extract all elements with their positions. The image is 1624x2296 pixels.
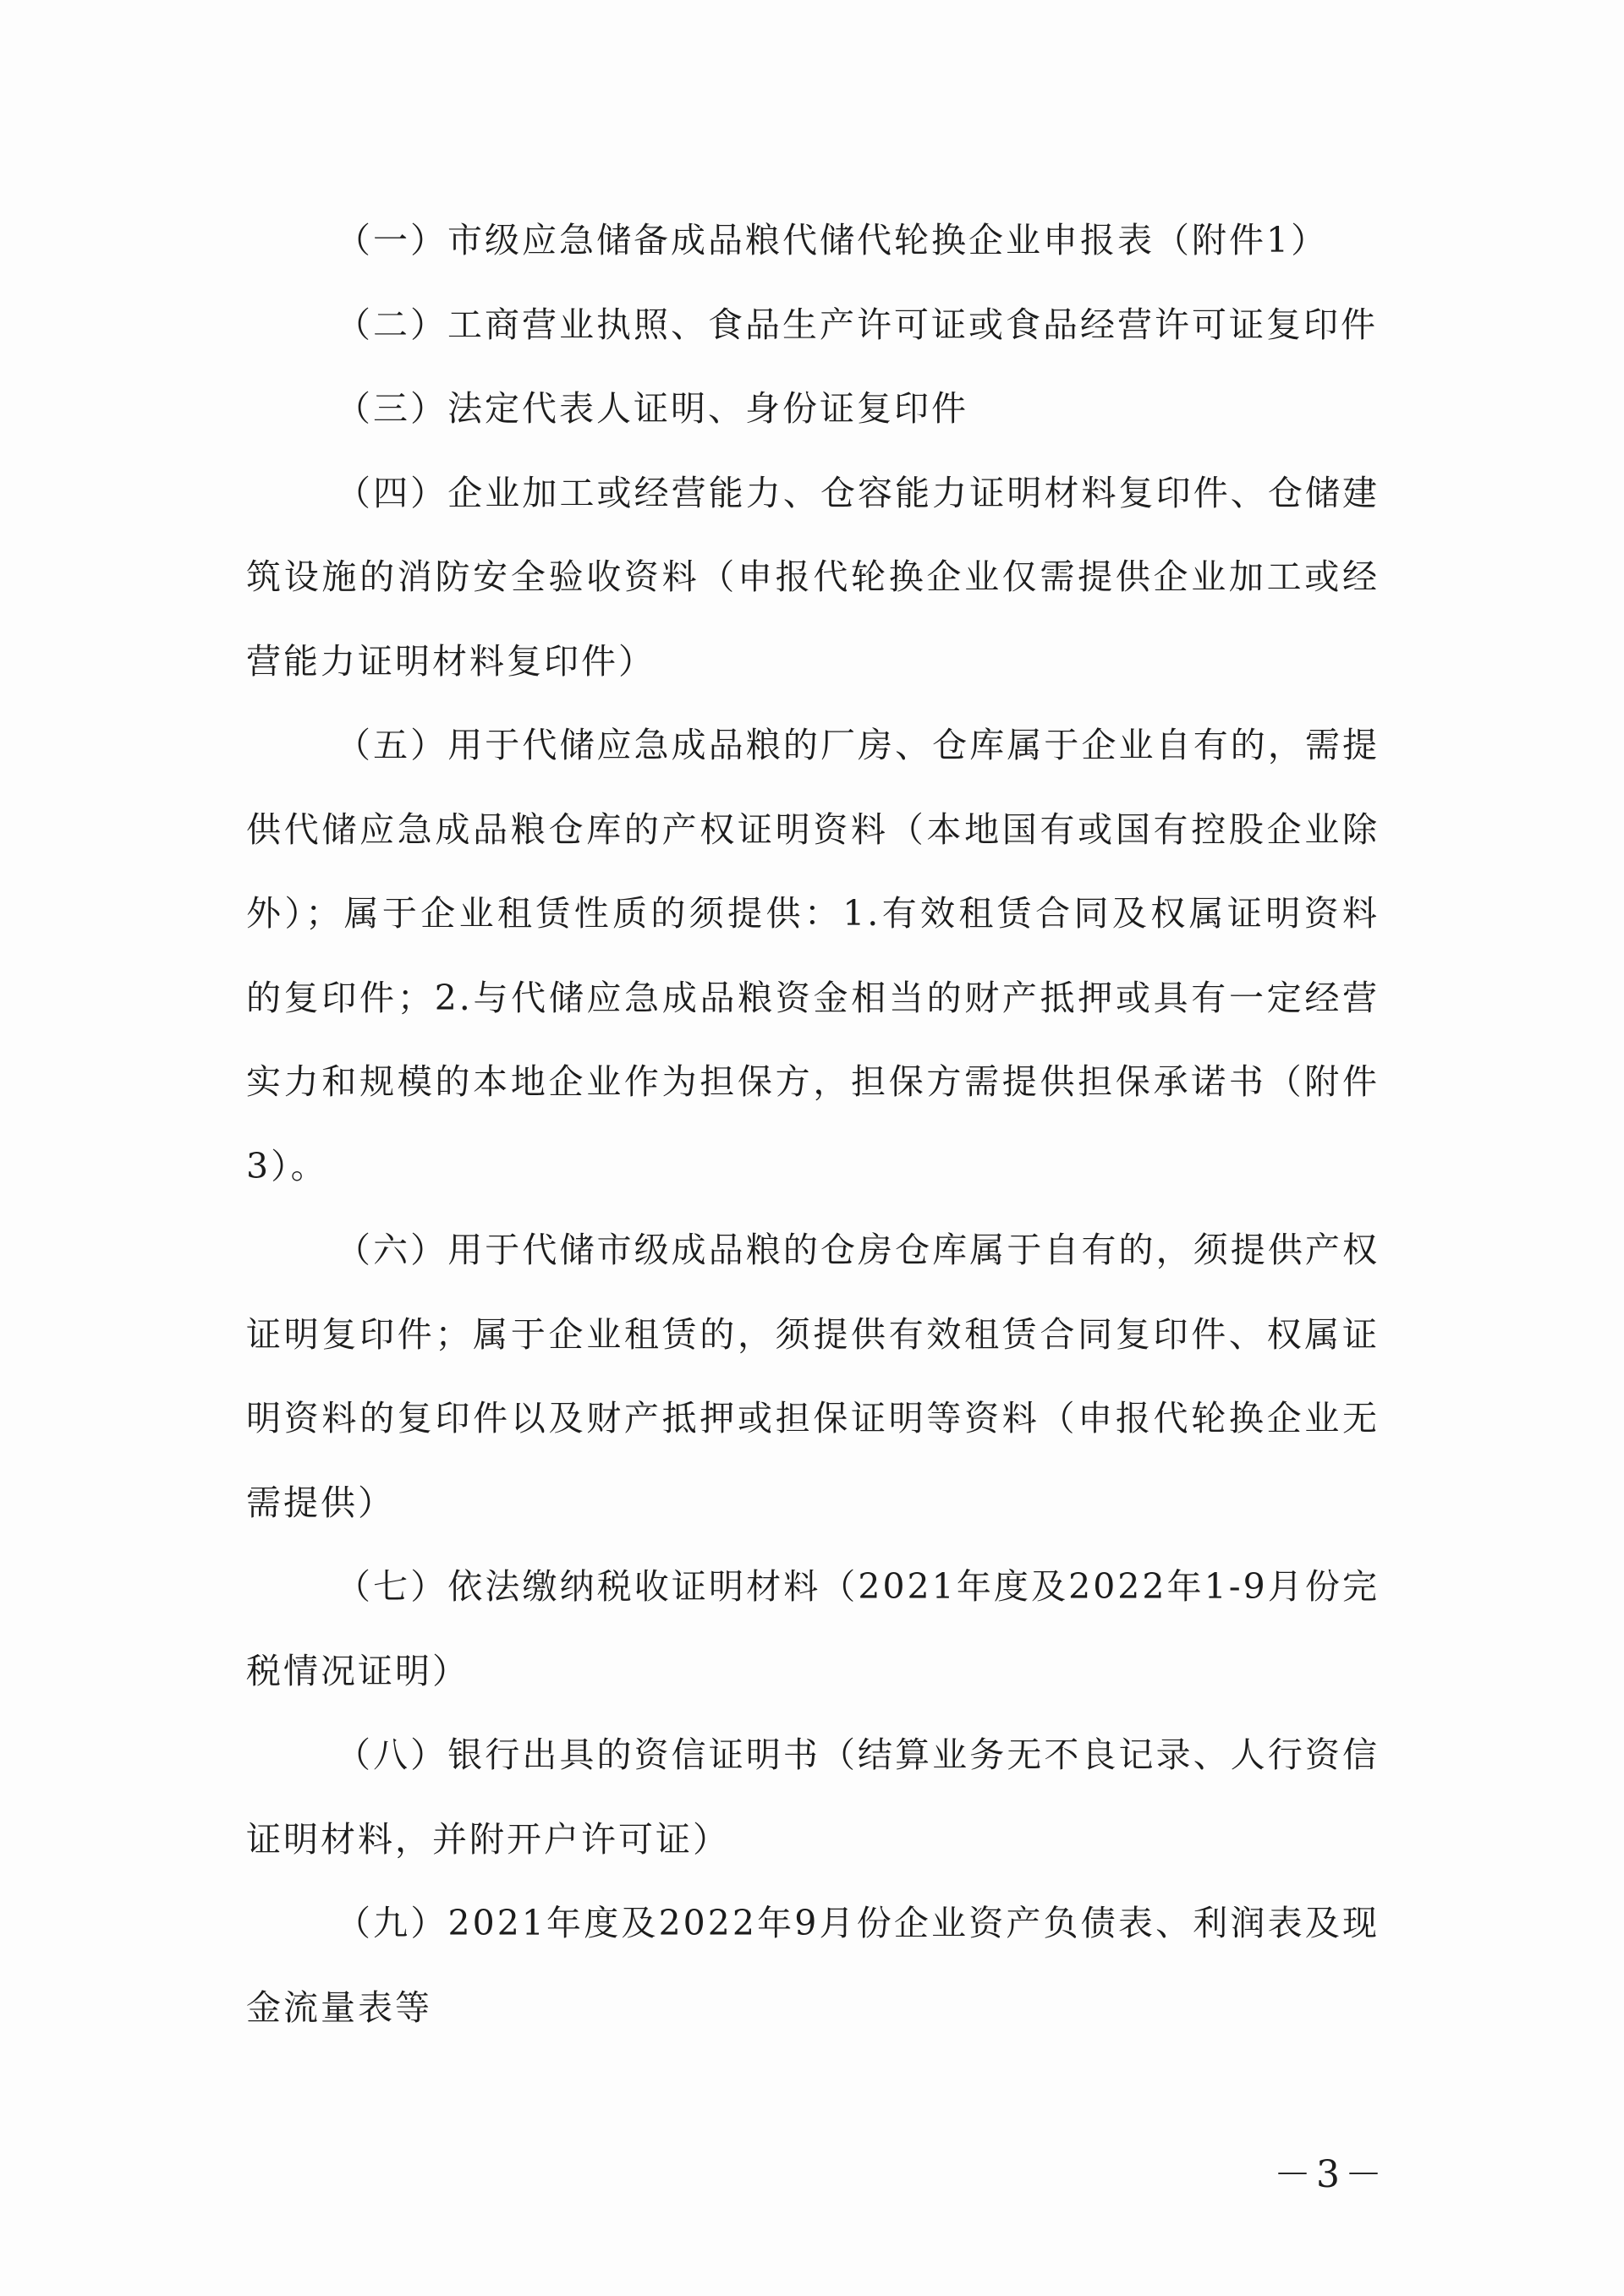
paragraph-item-4: （四）企业加工或经营能力、仓容能力证明材料复印件、仓储建筑设施的消防安全验收资料（申报代轮换企业仅需提供企业加工或经营能力证明材料复印件）	[246, 472, 1380, 682]
page-number: －3－	[1274, 2153, 1387, 2196]
paragraph-item-9: （九）2021年度及2022年9月份企业资产负债表、利润表及现金流量表等	[246, 1903, 1380, 2028]
paragraph-item-6: （六）用于代储市级成品粮的仓房仓库属于自有的，须提供产权证明复印件；属于企业租赁的，须提供有效租赁合同复印件、权属证明资料的复印件以及财产抵押或担保证明等资料（申报代轮换企业无需提供）	[246, 1230, 1380, 1523]
document-body	[246, 199, 1380, 2050]
paragraph-item-5: （五）用于代储应急成品粮的厂房、仓库属于企业自有的，需提供代储应急成品粮仓库的产权证明资料（本地国有或国有控股企业除外）；属于企业租赁性质的须提供：1.有效租赁合同及权属证明资料的复印件；2.与代储应急成品粮资金相当的财产抵押或具有一定经营实力和规模的本地企业作为担保方，担保方需提供担保承诺书（附件3）。	[246, 725, 1380, 1186]
paragraph-item-1: （一）市级应急储备成品粮代储代轮换企业申报表（附件1）	[336, 220, 1329, 260]
paragraph-item-8: （八）银行出具的资信证明书（结算业务无不良记录、人行资信证明材料，并附开户许可证）	[246, 1734, 1380, 1860]
paragraph-item-7: （七）依法缴纳税收证明材料（2021年度及2022年1-9月份完税情况证明）	[246, 1566, 1380, 1691]
paragraph-item-3: （三）法定代表人证明、身份证复印件	[336, 388, 968, 429]
paragraph-item-2: （二）工商营业执照、食品生产许可证或食品经营许可证复印件	[336, 304, 1378, 345]
